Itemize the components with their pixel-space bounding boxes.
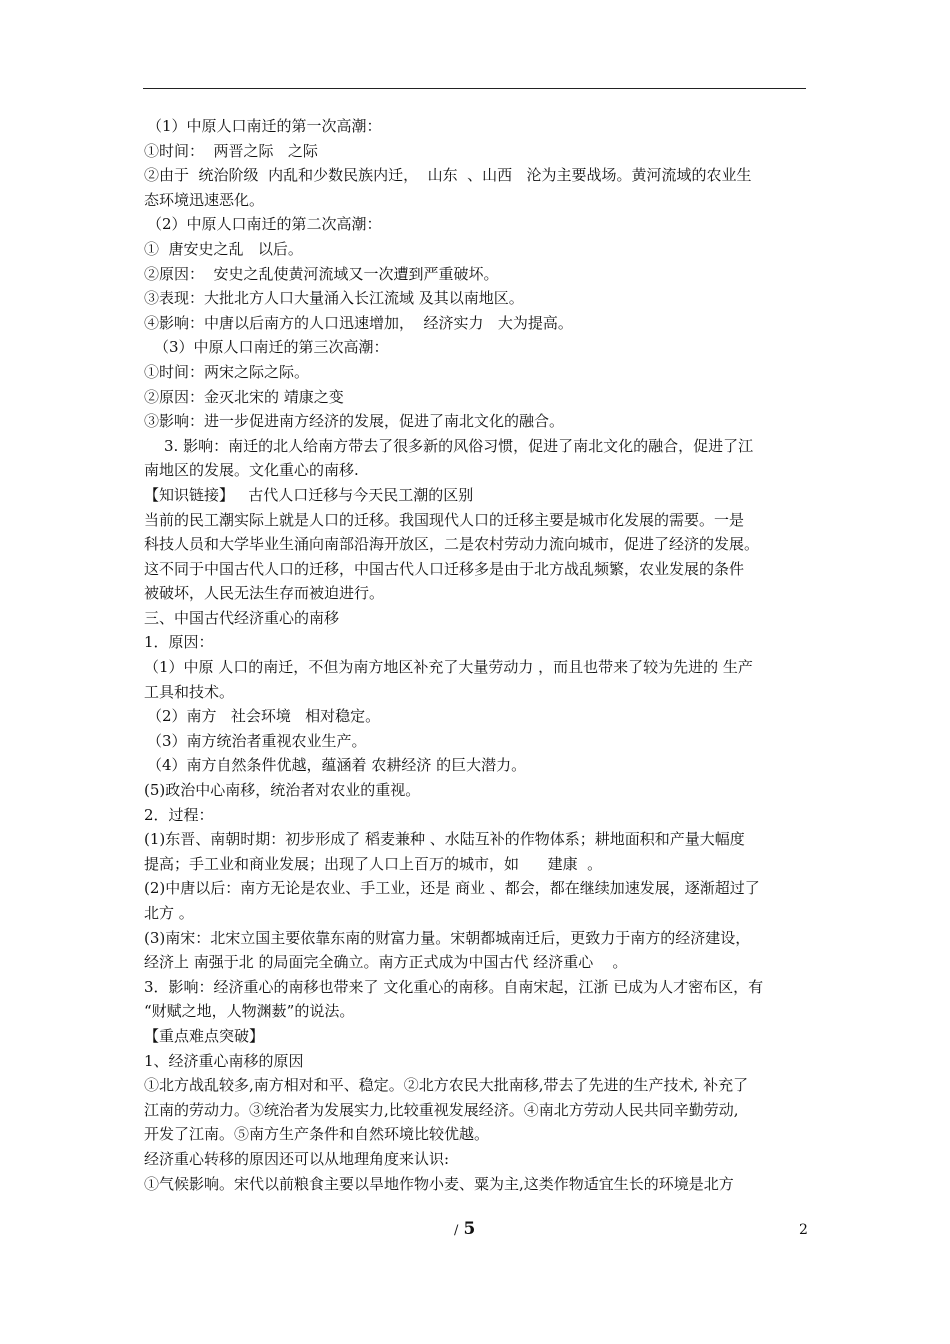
header-rule [143, 88, 806, 89]
text-line: ① 唐安史之乱 以后。 [144, 239, 303, 258]
page-total [454, 1219, 475, 1239]
text-line: 2．过程： [144, 805, 214, 824]
text-line: 工具和技术。 [144, 682, 235, 701]
text-line: （3）中原人口南迁的第三次高潮： [154, 338, 389, 357]
text-line: 【知识链接】 古代人口迁移与今天民工潮的区别 [144, 485, 474, 504]
text-line: （2）南方 社会环境 相对稳定。 [147, 707, 381, 726]
text-line: （1）中原 人口的南迁，不但为南方地区补充了大量劳动力 ，而且也带来了较为先进的 生产 [144, 658, 753, 677]
text-line: “财赋之地，人物渊薮”的说法。 [144, 1002, 355, 1021]
text-line: （4）南方自然条件优越，蕴涵着 农耕经济 的巨大潜力。 [147, 756, 527, 775]
text-line: 态环境迅速恶化。 [144, 190, 265, 209]
text-line: ②原因： 安史之乱使黄河流域又一次遭到严重破坏。 [144, 264, 499, 283]
text-line: (1)东晋、南朝时期：初步形成了 稻麦兼种 、水陆互补的作物体系；耕地面积和产量大幅度 [144, 830, 745, 849]
text-line: 北方 。 [144, 904, 194, 922]
text-line: (3)南宋：北宋立国主要依靠东南的财富力量。宋朝都城南迁后，更致力于南方的经济建设， [144, 928, 751, 947]
page-total-count: 5 [463, 1219, 476, 1239]
text-line: 经济上 南强于北 的局面完全确立。南方正式成为中国古代 经济重心 。 [144, 953, 628, 972]
page-slash: / [454, 1223, 459, 1238]
text-line: ①时间： 两晋之际 之际 [144, 141, 318, 160]
text-line: ①北方战乱较多,南方相对和平、稳定。②北方农民大批南移,带去了先进的生产技术, 补充了 [144, 1076, 749, 1095]
text-line: 3．影响：经济重心的南移也带来了 文化重心的南移。自南宋起，江浙 已成为人才密布区，有 [144, 977, 764, 996]
text-line: 1．原因： [144, 633, 214, 652]
text-line: 提高；手工业和商业发展；出现了人口上百万的城市，如 建康 。 [144, 854, 603, 873]
text-line: ②由于 统治阶级 内乱和少数民族内迁， 山东 、山西 沦为主要战场。黄河流域的农业生 [144, 166, 752, 185]
text-line: ③表现：大批北方人口大量涌入长江流域 及其以南地区。 [144, 289, 524, 308]
text-line: 3. 影响：南迁的北人给南方带去了很多新的风俗习惯，促进了南北文化的融合，促进了江 [164, 436, 754, 455]
text-line: ①时间：两宋之际之际。 [144, 362, 310, 381]
text-line: 三、中国古代经济重心的南移 [144, 608, 340, 627]
text-line: ④影响：中唐以后南方的人口迅速增加， 经济实力 大为提高。 [144, 313, 573, 332]
text-line: (2)中唐以后：南方无论是农业、手工业，还是 商业 、都会，都在继续加速发展，逐渐超过了 [144, 879, 760, 898]
text-line: 1、经济重心南移的原因 [144, 1051, 304, 1070]
text-line: 当前的民工潮实际上就是人口的迁移。我国现代人口的迁移主要是城市化发展的需要。一是 [144, 510, 745, 529]
text-line: (5)政治中心南移，统治者对农业的重视。 [144, 781, 421, 800]
text-line: 被破坏，人民无法生存而被迫进行。 [144, 584, 385, 603]
text-line: 【重点难点突破】 [144, 1026, 265, 1045]
text-line: 南地区的发展。文化重心的南移. [144, 461, 359, 480]
text-line: （3）南方统治者重视农业生产。 [147, 731, 367, 750]
text-line: ①气候影响。宋代以前粮食主要以旱地作物小麦、粟为主,这类作物适宜生长的环境是北方 [144, 1174, 734, 1193]
text-line: 科技人员和大学毕业生涌向南部沿海开放区，二是农村劳动力流向城市，促进了经济的发展。 [144, 535, 760, 554]
text-line: 这不同于中国古代人口的迁移，中国古代人口迁移多是由于北方战乱频繁，农业发展的条件 [144, 559, 745, 578]
text-line: 江南的劳动力。③统治者为发展实力,比较重视发展经济。④南北方劳动人民共同辛勤劳动, [144, 1100, 739, 1119]
document-body [144, 114, 812, 1196]
text-line: （2）中原人口南迁的第二次高潮： [147, 215, 382, 234]
text-line: 经济重心转移的原因还可以从地理角度来认识: [144, 1149, 450, 1168]
page-number: 2 [799, 1222, 808, 1238]
text-line: ③影响：进一步促进南方经济的发展，促进了南北文化的融合。 [144, 412, 565, 431]
text-line: ②原因：金灭北宋的 靖康之变 [144, 387, 344, 406]
text-line: 开发了江南。⑤南方生产条件和自然环境比较优越。 [144, 1125, 490, 1144]
text-line: （1）中原人口南迁的第一次高潮： [147, 117, 382, 135]
